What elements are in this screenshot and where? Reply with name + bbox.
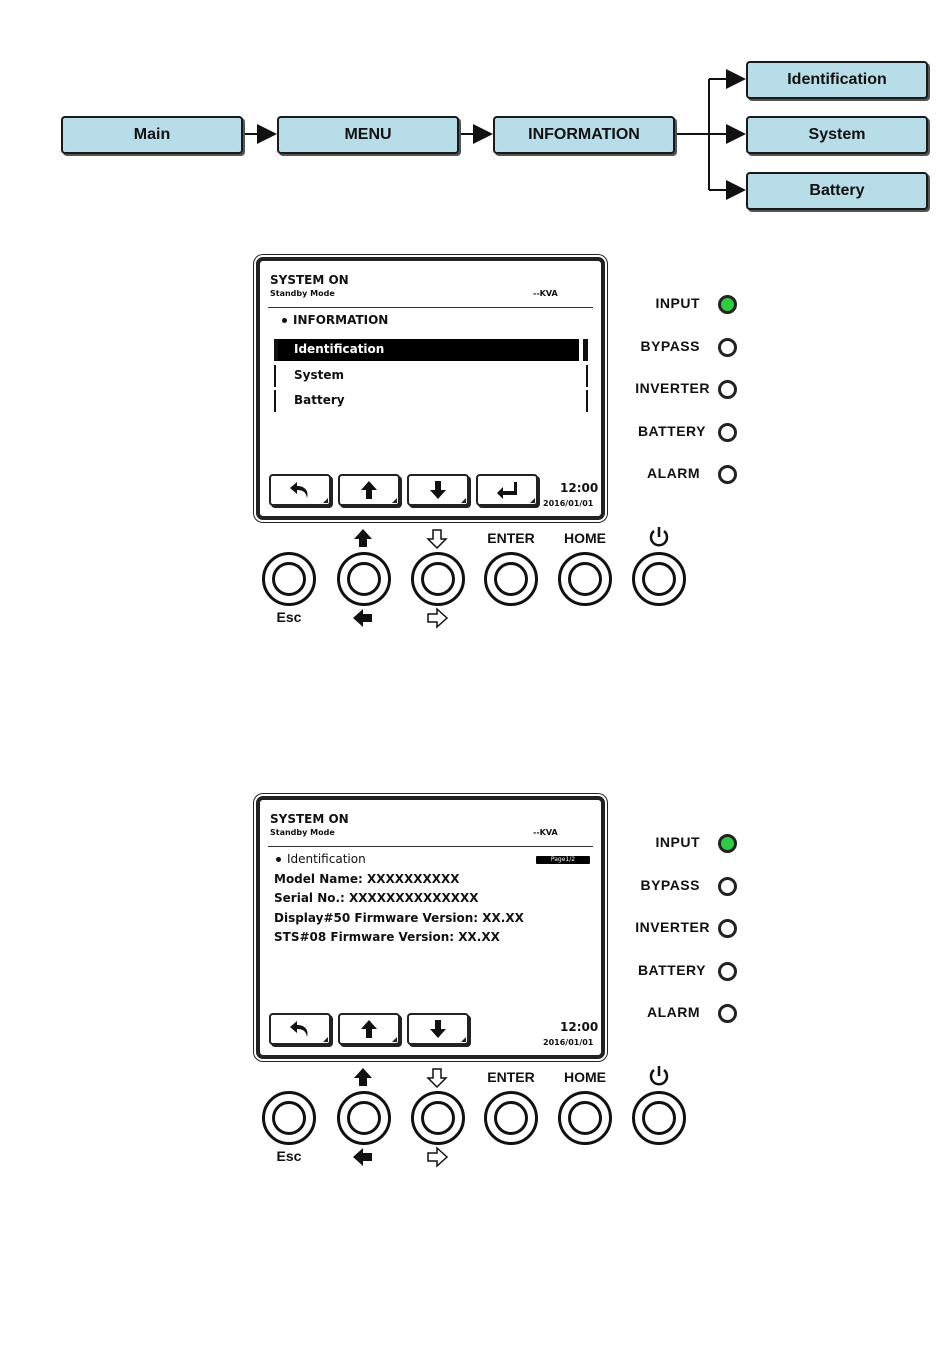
menu-item-identification[interactable] (274, 339, 588, 361)
down-arrow-outline-icon (425, 1066, 449, 1090)
enter-button[interactable] (484, 552, 538, 606)
bullet-icon (276, 857, 281, 862)
lcd-header (268, 273, 593, 308)
power-icon (647, 1064, 671, 1088)
inverter-led-indicator (718, 380, 737, 399)
section-title-label: INFORMATION (293, 313, 389, 327)
kva-readout: --KVA (533, 828, 558, 837)
clock-time: 12:00 (560, 481, 599, 495)
flow-main: Main (61, 116, 243, 154)
system-status: SYSTEM ON (270, 273, 349, 287)
menu-item-battery[interactable] (274, 390, 588, 412)
home-button-label: HOME (564, 530, 606, 546)
clock-date: 2016/01/01 (543, 1038, 594, 1047)
operating-mode: Standby Mode (270, 828, 335, 837)
system-status: SYSTEM ON (270, 812, 349, 826)
sts-firmware-line: STS#08 Firmware Version: XX.XX (274, 930, 500, 944)
enter-button-label: ENTER (487, 1069, 535, 1085)
lcd-screen (256, 257, 605, 520)
flow-menu: MENU (277, 116, 459, 154)
led-label-inverter: INVERTER (635, 919, 710, 935)
enter-button[interactable] (484, 1091, 538, 1145)
flow-battery: Battery (746, 172, 928, 210)
serial-number-line: Serial No.: XXXXXXXXXXXXXX (274, 891, 479, 905)
operating-mode: Standby Mode (270, 289, 335, 298)
menu-item-label: Identification (294, 342, 385, 356)
up-arrow-filled-icon (351, 1066, 375, 1090)
device-panel-identification (0, 796, 950, 1196)
bypass-led-indicator (718, 877, 737, 896)
clock-date: 2016/01/01 (543, 499, 594, 508)
softkey-down[interactable] (407, 1013, 469, 1045)
down-arrow-outline-icon (425, 527, 449, 551)
battery-led-indicator (718, 423, 737, 442)
softkey-back[interactable] (269, 1013, 331, 1045)
power-icon (647, 525, 671, 549)
up-button[interactable] (337, 1091, 391, 1145)
flow-identification: Identification (746, 61, 928, 99)
input-led-indicator (718, 295, 737, 314)
section-title (282, 313, 388, 327)
esc-button[interactable] (262, 552, 316, 606)
esc-button-label: Esc (276, 609, 302, 625)
section-title-label: Identification (287, 852, 366, 866)
led-label-bypass: BYPASS (640, 877, 700, 893)
softkey-up[interactable] (338, 1013, 400, 1045)
led-label-inverter: INVERTER (635, 380, 710, 396)
section-title (276, 852, 366, 866)
led-label-battery: BATTERY (637, 423, 706, 439)
menu-item-system[interactable] (274, 365, 588, 387)
power-button[interactable] (632, 1091, 686, 1145)
inverter-led-indicator (718, 919, 737, 938)
esc-button-label: Esc (276, 1148, 302, 1164)
flow-system: System (746, 116, 928, 154)
left-arrow-filled-icon (351, 606, 375, 630)
led-label-battery: BATTERY (637, 962, 706, 978)
model-name-line: Model Name: XXXXXXXXXX (274, 872, 460, 886)
softkey-down[interactable] (407, 474, 469, 506)
alarm-led-indicator (718, 465, 737, 484)
down-button[interactable] (411, 552, 465, 606)
battery-led-indicator (718, 962, 737, 981)
device-panel-information (0, 257, 950, 657)
down-button[interactable] (411, 1091, 465, 1145)
display-firmware-line: Display#50 Firmware Version: XX.XX (274, 911, 524, 925)
softkey-enter[interactable] (476, 474, 538, 506)
flow-information: INFORMATION (493, 116, 675, 154)
led-label-bypass: BYPASS (640, 338, 700, 354)
input-led-indicator (718, 834, 737, 853)
back-icon (288, 478, 312, 502)
menu-item-label: Battery (294, 393, 345, 407)
softkey-up[interactable] (338, 474, 400, 506)
up-arrow-icon (357, 1017, 381, 1041)
right-arrow-outline-icon (425, 1145, 449, 1169)
home-button-label: HOME (564, 1069, 606, 1085)
up-arrow-filled-icon (351, 527, 375, 551)
up-button[interactable] (337, 552, 391, 606)
up-arrow-icon (357, 478, 381, 502)
power-button[interactable] (632, 552, 686, 606)
led-label-input: INPUT (655, 834, 700, 850)
page-indicator: Page1/2 (536, 856, 590, 864)
led-label-alarm: ALARM (646, 1004, 700, 1020)
lcd-screen (256, 796, 605, 1059)
alarm-led-indicator (718, 1004, 737, 1023)
esc-button[interactable] (262, 1091, 316, 1145)
menu-item-label: System (294, 368, 344, 382)
bypass-led-indicator (718, 338, 737, 357)
enter-icon (495, 478, 519, 502)
down-arrow-icon (426, 1017, 450, 1041)
back-icon (288, 1017, 312, 1041)
home-button[interactable] (558, 1091, 612, 1145)
led-label-input: INPUT (655, 295, 700, 311)
led-label-alarm: ALARM (646, 465, 700, 481)
softkey-back[interactable] (269, 474, 331, 506)
enter-button-label: ENTER (487, 530, 535, 546)
right-arrow-outline-icon (425, 606, 449, 630)
clock-time: 12:00 (560, 1020, 599, 1034)
home-button[interactable] (558, 552, 612, 606)
bullet-icon (282, 318, 287, 323)
kva-readout: --KVA (533, 289, 558, 298)
down-arrow-icon (426, 478, 450, 502)
lcd-header (268, 812, 593, 847)
left-arrow-filled-icon (351, 1145, 375, 1169)
